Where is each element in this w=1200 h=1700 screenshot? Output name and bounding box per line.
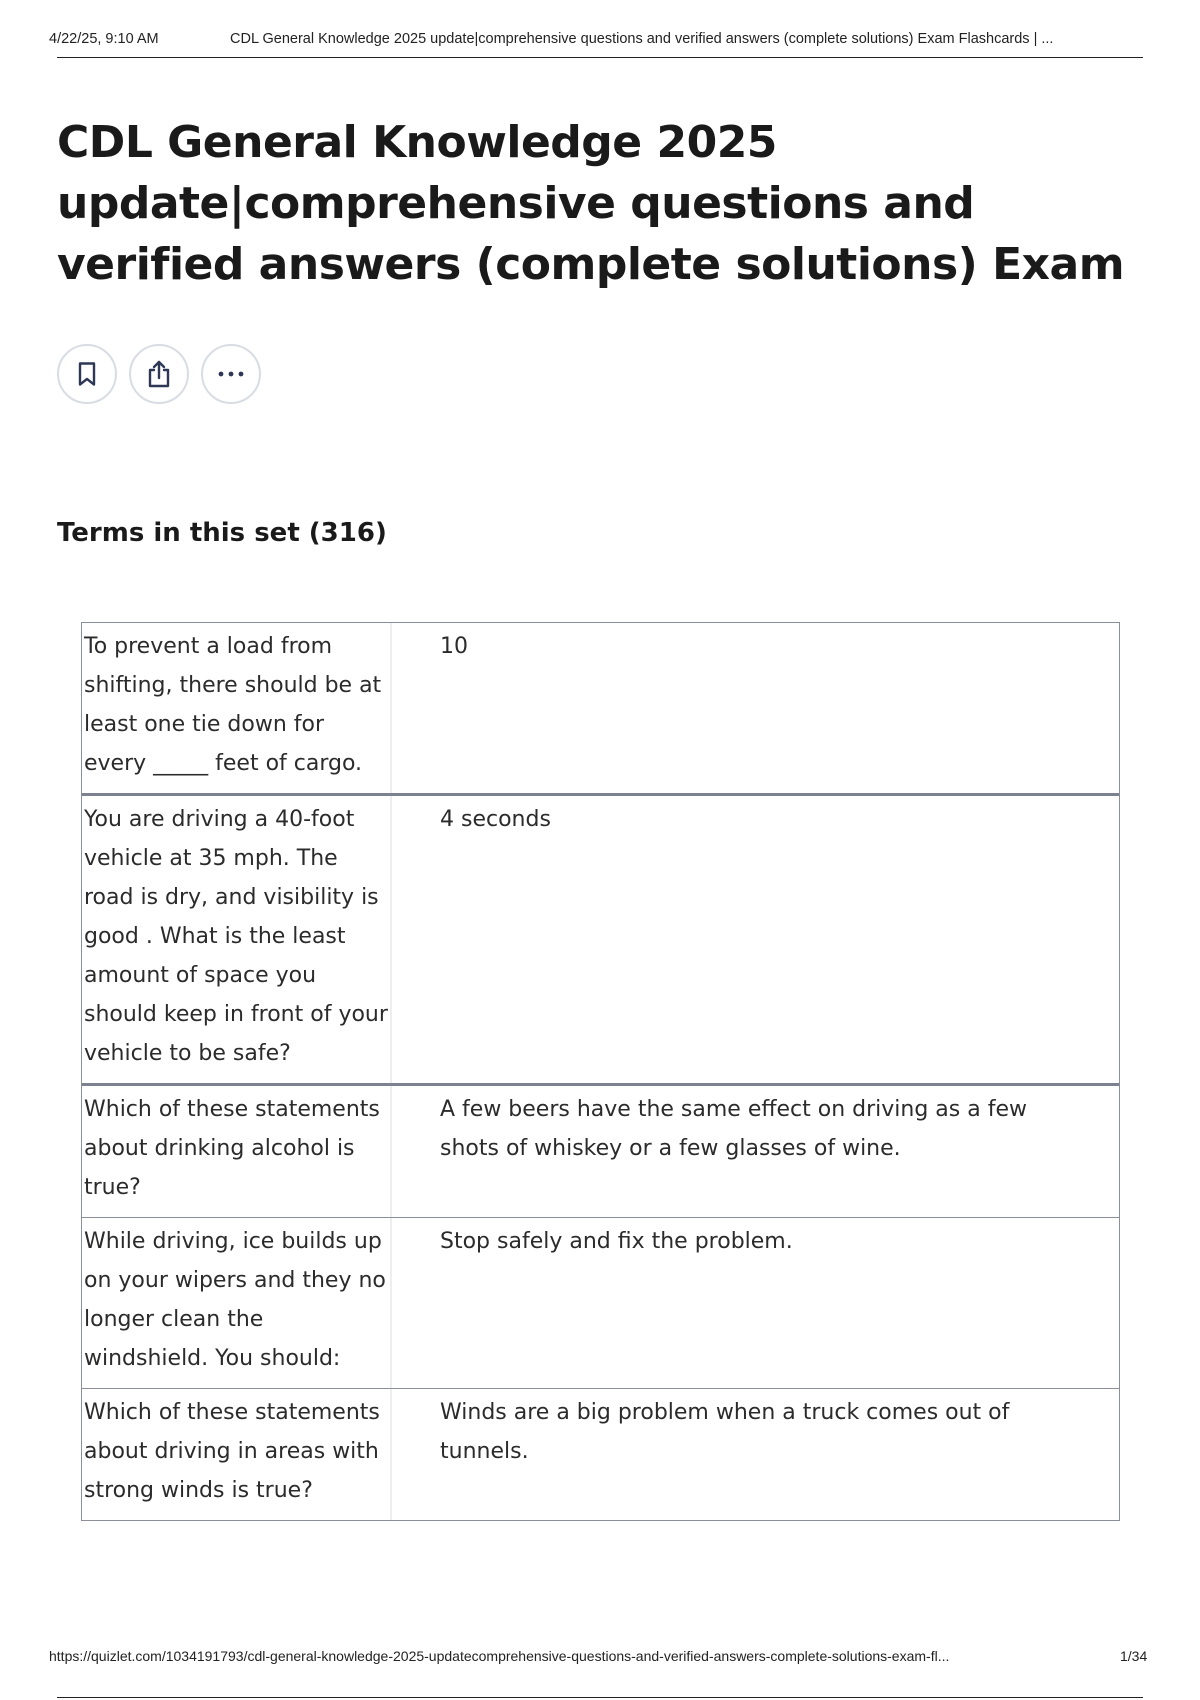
save-button[interactable] (57, 344, 117, 404)
term-question: Which of these statements about drinking alcohol is true? (82, 1086, 392, 1217)
term-answer: 10 (440, 634, 468, 659)
term-row (82, 1217, 1119, 1388)
print-header (49, 28, 1143, 58)
footer-divider (57, 1697, 1143, 1698)
more-horizontal-icon (217, 370, 245, 378)
page-number: 1/34 (1120, 1648, 1148, 1664)
term-answer: 4 seconds (440, 807, 551, 832)
bookmark-icon (76, 361, 98, 387)
term-question: You are driving a 40-foot vehicle at 35 mph. The road is dry, and visibility is good . What is the least amount of space you should keep in front of your vehicle to be safe? (82, 796, 392, 1083)
print-date: 4/22/25, 9:10 AM (49, 31, 159, 47)
term-row (82, 623, 1119, 793)
term-row (82, 1083, 1119, 1217)
share-button[interactable] (129, 344, 189, 404)
term-answer: Stop safely and fix the problem. (440, 1229, 793, 1254)
term-answer: Winds are a big problem when a truck comes out of tunnels. (440, 1400, 1010, 1464)
term-row (82, 1388, 1119, 1520)
term-question: Which of these statements about driving in areas with strong winds is true? (82, 1389, 392, 1520)
print-url: https://quizlet.com/1034191793/cdl-general-knowledge-2025-updatecomprehensive-questions-and-verified-answers-complete-solutions-exam-fl... (49, 1648, 950, 1664)
term-question: While driving, ice builds up on your wipers and they no longer clean the windshield. You should: (82, 1218, 392, 1388)
action-bar (57, 344, 261, 404)
share-icon (145, 359, 173, 389)
terms-list (81, 622, 1120, 1521)
term-question: To prevent a load from shifting, there should be at least one tie down for every _____ feet of cargo. (82, 623, 392, 793)
term-answer: A few beers have the same effect on driving as a few shots of whiskey or a few glasses of wine. (440, 1097, 1027, 1161)
terms-heading: Terms in this set (316) (57, 518, 387, 548)
print-doc-title: CDL General Knowledge 2025 update|comprehensive questions and verified answers (complete solutions) Exam Flashcards | ... (230, 31, 1054, 47)
term-row (82, 793, 1119, 1083)
page-title: CDL General Knowledge 2025 update|comprehensive questions and verified answers (complete solutions) Exam (57, 117, 1125, 290)
more-button[interactable] (201, 344, 261, 404)
